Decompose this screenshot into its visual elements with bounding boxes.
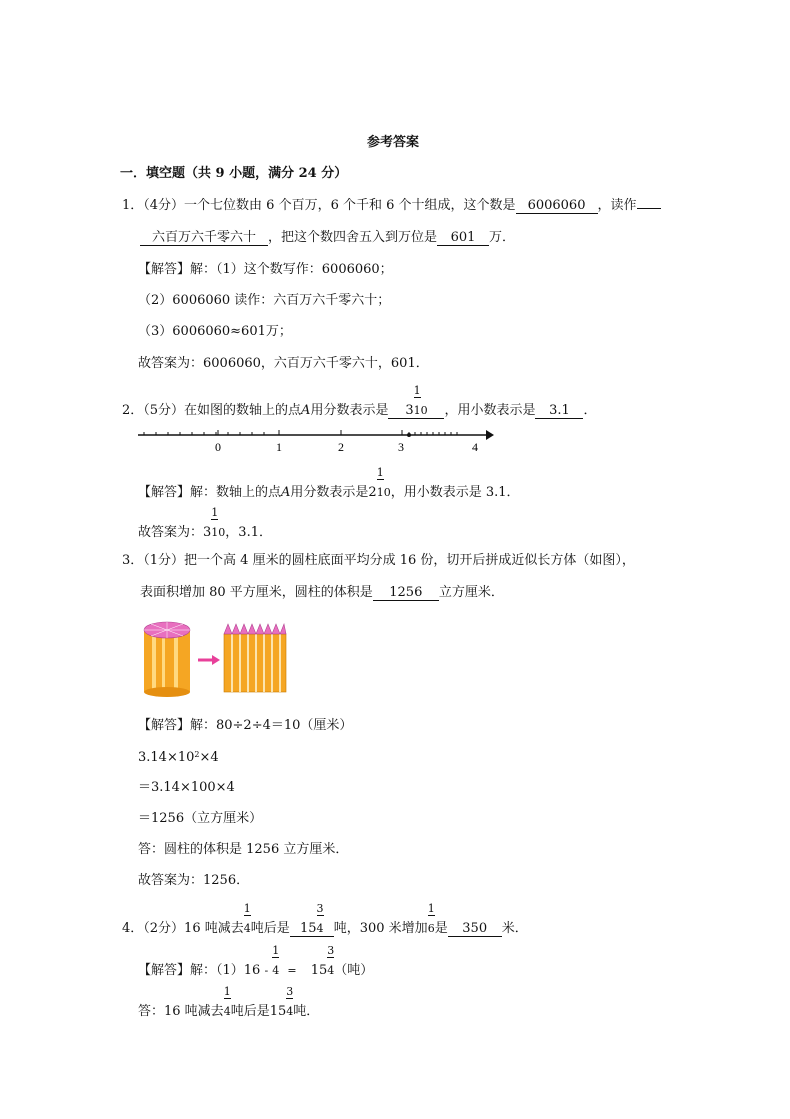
- q4-answer-tons: 15 $\frac{3}{^4}$: [290, 921, 334, 937]
- axis-tick-label: 1: [276, 440, 282, 454]
- q4-line: 4．（2分）16 吨减去 $\frac{1}{^4}$吨后是 15 $\frac{3}{^4}$ 吨，300 米增加 $\frac{1}{^6}$是 350 米．: [122, 902, 528, 936]
- q4-answer-meters: 350: [448, 921, 502, 937]
- q1-answer-number: 6006060: [516, 198, 598, 214]
- axis-tick-label: 0: [215, 440, 221, 454]
- q3-solution-3: ＝3.14×100×4: [138, 780, 235, 795]
- q1-solution-2: （2）6006060 读作：六百万六千零六十；: [138, 293, 391, 308]
- q2-line: 2．（5分）在如图的数轴上的点A用分数表示是 3 $\frac{1}{^{10}}$ ，用小数表示是 3.1 ．: [122, 384, 597, 418]
- q3-answer: 1256: [373, 585, 439, 601]
- q2-answer-fraction: 3 $\frac{1}{^{10}}$: [388, 403, 444, 419]
- q4-solution: 【解答】解：（1）16 - $\frac{1}{^4} = 15$ $\frac{3}{^4}$（吨）: [138, 944, 374, 978]
- q3-final-answer: 故答案为：1256．: [138, 873, 250, 888]
- q1-line2: 六百万六千零六十 ，把这个数四舍五入到万位是 601 万．: [140, 230, 515, 246]
- q3-solution-4: ＝1256（立方厘米）: [138, 811, 263, 826]
- q2-final-answer: 故答案为：3 $\frac{1}{^{10}}$，3.1．: [138, 506, 272, 540]
- q2-solution: 【解答】解：数轴上的点A用分数表示是2 $\frac{1}{^{10}}$，用小数表示是 3.1．: [138, 466, 520, 500]
- section-heading: 一．填空题（共 9 小题，满分 24 分）: [120, 166, 348, 181]
- q1-line1: 1．（4分）一个七位数由 6 个百万，6 个千和 6 个十组成，这个数是 6006060 ，读作: [122, 198, 661, 214]
- q2-answer-decimal: 3.1: [535, 403, 583, 419]
- point-a-marker: [407, 433, 411, 437]
- axis-tick-label: 4: [472, 440, 478, 454]
- q4-answer-statement: 答：16 吨减去 $\frac{1}{^4}$吨后是15 $\frac{3}{^4}$吨．: [138, 985, 320, 1019]
- q3-line1: 3．（1分）把一个高 4 厘米的圆柱底面平均分成 16 份，切开后拼成近似长方体（如图），: [122, 553, 635, 568]
- cylinder-illustration: [140, 616, 295, 698]
- q3-solution-2: $3.14\times 10^2\times 4$: [138, 750, 219, 765]
- q1-solution-1: 【解答】解：（1）这个数写作：6006060；: [138, 262, 393, 277]
- q1-answer-reading: 六百万六千零六十: [140, 230, 268, 246]
- number-line: [138, 425, 498, 457]
- q3-solution-5: 答：圆柱的体积是 1256 立方厘米．: [138, 842, 349, 857]
- q1-final-answer: 故答案为：6006060，六百万六千零六十，601．: [138, 356, 429, 371]
- q1-solution-3: （3）6006060≈601万；: [138, 324, 292, 339]
- q3-solution-1: 【解答】解：80÷2÷4＝10（厘米）: [138, 718, 353, 733]
- q1-answer-rounded: 601: [437, 230, 489, 246]
- q3-line2: 表面积增加 80 平方厘米，圆柱的体积是 1256 立方厘米．: [140, 585, 504, 600]
- axis-tick-label: 2: [338, 440, 344, 454]
- page-title: 参考答案: [367, 135, 420, 150]
- axis-tick-label: 3: [398, 440, 404, 454]
